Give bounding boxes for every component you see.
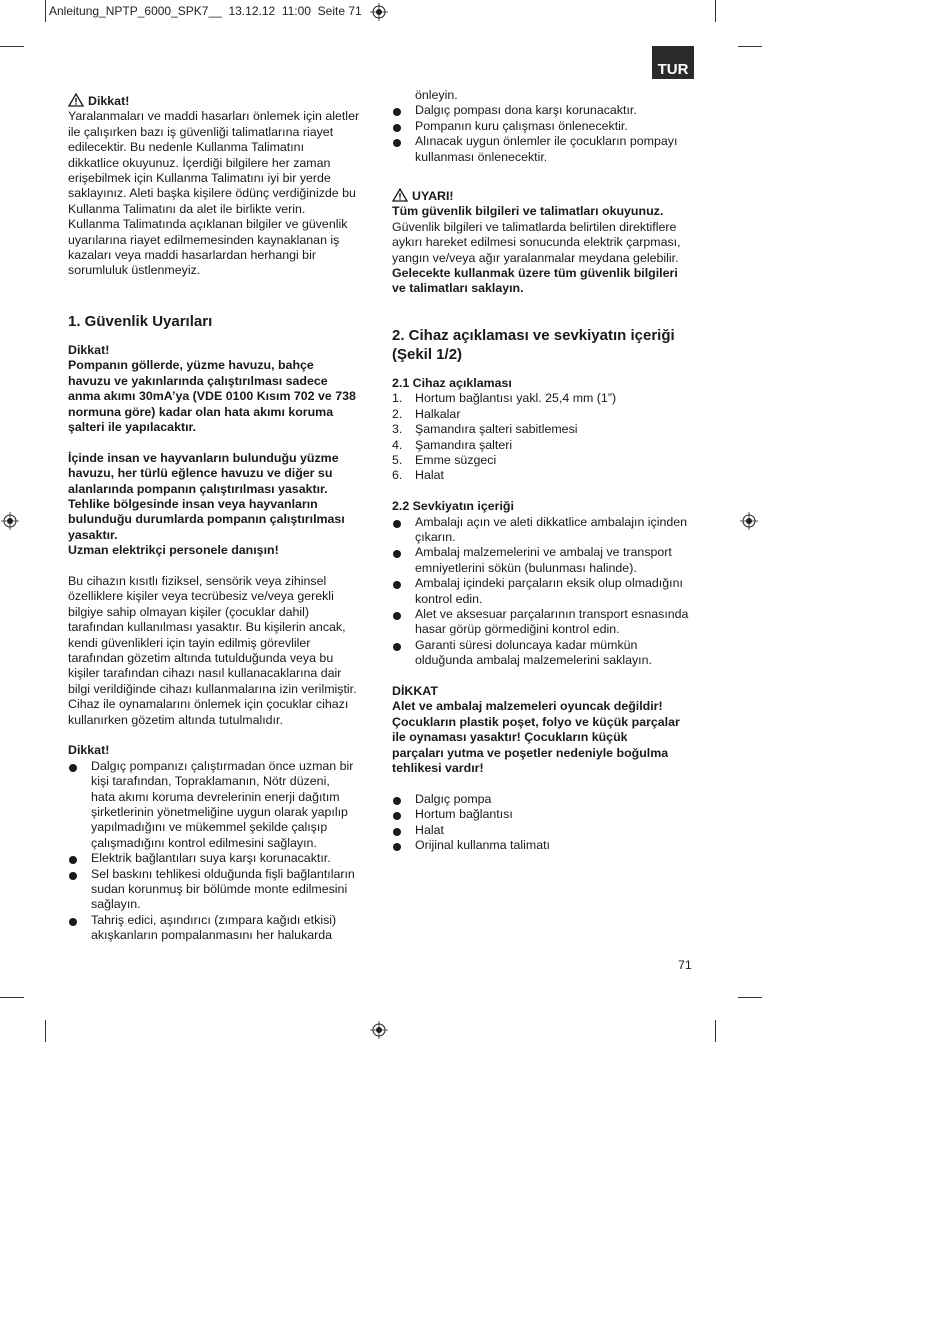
text-line: Alet ve aksesuar parçalarının transport esnasında: [415, 606, 689, 621]
persons-paragraph: [68, 574, 373, 728]
text-line: alanlarında pompanın çalıştırılması yasaktır.: [68, 481, 328, 496]
dikkat-heading: Dikkat!: [68, 743, 110, 758]
part-item: [392, 438, 702, 453]
part-item: [392, 407, 702, 422]
bullet-item: [392, 807, 702, 822]
section-heading-safety: 1. Güvenlik Uyarıları: [68, 312, 213, 330]
subsection-heading-delivery: 2.2 Sevkiyatın içeriği: [392, 499, 514, 514]
text-line: anma akımı 30mA’ya (VDE 0100 Kısım 702 ve 738: [68, 389, 356, 404]
text-line: yasaktır.: [68, 527, 118, 542]
warning-triangle-icon: [392, 188, 408, 202]
text-line: yapılmadığını ve mükemmel şekilde çalışıp: [91, 820, 328, 835]
part-label: Hortum bağlantısı yakl. 25,4 mm (1”): [415, 391, 617, 406]
text-line: Kullanma Talimatında açıklanan bilgiler ve güvenlik: [68, 217, 348, 232]
subsection-heading-device-description: 2.1 Cihaz açıklaması: [392, 375, 512, 390]
bullet-list: [392, 103, 702, 165]
text-line: İçinde insan ve hayvanların bulunduğu yüzme: [68, 450, 339, 465]
delivery-contents-list: [392, 792, 702, 854]
bullet-item: [392, 638, 702, 669]
part-label: Halat: [415, 468, 444, 483]
part-number: 2.: [392, 406, 403, 421]
text-line: normuna göre) kadar olan hata akımı koruma: [68, 404, 334, 419]
text-line: Çocukların plastik poşet, folyo ve küçük parçalar: [392, 714, 680, 729]
registration-mark-icon: [370, 3, 388, 21]
text-line: kullanması önlenecektir.: [415, 149, 548, 164]
crop-mark: [738, 997, 762, 998]
text-line: Tehlike bölgesinde insan veya hayvanların: [68, 496, 318, 511]
crop-mark: [45, 1020, 46, 1042]
registration-mark-icon: [370, 1021, 388, 1039]
part-label: Emme süzgeci: [415, 452, 497, 467]
text-line: uyarılarına riayet edilmemesinden kaynaklanan iş: [68, 232, 340, 247]
bullet-item: [392, 838, 702, 853]
part-number: 5.: [392, 452, 403, 467]
part-item: [392, 468, 702, 483]
text-line: olduğunda ambalaj malzemelerini saklayın.: [415, 653, 652, 668]
text-line: Kullanma Talimatını da alet ile birlikte verin.: [68, 201, 306, 216]
text-line: bilgi verildiğinde cihazı kullanmalarına izin verilmiştir.: [68, 681, 357, 696]
part-number: 3.: [392, 422, 403, 437]
registration-mark-icon: [740, 512, 758, 530]
bold-warning-paragraph: [68, 451, 373, 559]
bullet-item: [68, 851, 373, 866]
text-line: dikkatlice okuyunuz. İçerdiği bilgilere her zaman: [68, 155, 331, 170]
text-line: çıkarın.: [415, 529, 456, 544]
text-line: havuzu, her türlü eğlence havuzu ve diğer su: [68, 466, 333, 481]
text-line: ile oynaması yasaktır! Çocukların küçük: [392, 730, 628, 745]
text-line: Pompanın göllerde, yüzme havuzu, bahçe: [68, 358, 314, 373]
text-line: Yaralanmaları ve maddi hasarları önlemek için aletler: [68, 109, 360, 124]
crop-mark: [715, 0, 716, 22]
text-line: Elektrik bağlantıları suya karşı korunacaktır.: [91, 851, 331, 866]
text-line: bulunduğu durumlarda pompanın çalıştırılması: [68, 512, 345, 527]
text-line: çalışmadığını kontrol edilmesini sağlayın.: [91, 835, 317, 850]
bullet-item: [68, 759, 373, 851]
bullet-item: [392, 103, 702, 118]
text-line: yangın ve/veya ağır yaralanmalar meydana gelebilir.: [392, 250, 679, 265]
text-line: şirketlerinin yönetmeliğine uygun olarak yapılıp: [91, 805, 348, 820]
text-line: havuzu ve yakınlarında çalıştırılması sadece: [68, 373, 328, 388]
text-line: parçaları yutma ve poşetler nedeniyle boğulma: [392, 745, 669, 760]
text-line: kullanırken gözetim altında tutulmalıdır.: [68, 712, 283, 727]
text-line: erişebilmek için Kullanma Talimatını iyi bir yerde: [68, 171, 331, 186]
right-column: [392, 88, 702, 853]
bullet-list: [68, 759, 373, 944]
text-line: emniyetlerini sökün (bulunması halinde).: [415, 560, 637, 575]
text-line: bilgiye sahip olmayan kişiler (çocuklar dahil): [68, 604, 310, 619]
text-line: (Şekil 1/2): [392, 345, 463, 363]
text-line: şalteri ile yapılacaktır.: [68, 419, 197, 434]
part-item: [392, 422, 702, 437]
parts-list: [392, 391, 702, 483]
crop-mark: [738, 46, 762, 47]
text-line: tarafından kullanılması yasaktır. Bu kişilerin ancak,: [68, 620, 346, 635]
dikkat-heading: Dikkat!: [68, 93, 373, 109]
bullet-item: [392, 792, 702, 807]
text-line: sorumluluk üstlenmeyiz.: [68, 263, 201, 278]
bullet-list: [392, 515, 702, 669]
warning-triangle-icon: [68, 93, 84, 107]
text-line: kontrol edin.: [415, 591, 483, 606]
bullet-item: [392, 576, 702, 607]
text-line: Alınacak uygun önlemler ile çocukların pompayı: [415, 134, 678, 149]
part-label: Şamandıra şalteri: [415, 437, 513, 452]
crop-mark: [715, 1020, 716, 1042]
dikkat-caps-heading: DİKKAT: [392, 683, 438, 698]
text-line: Uzman elektrikçi personele danışın!: [68, 543, 279, 558]
warning-heading: UYARI!: [392, 188, 702, 204]
text-line: edilecektir. Bu nedenle Kullanma Talimatını: [68, 140, 305, 155]
bold-warning-paragraph: [392, 699, 702, 776]
warning-outro: [392, 266, 702, 297]
text-line: Ambalaj içindeki parçaların eksik olup olmadığını: [415, 576, 683, 591]
text-line: Bu cihazın kısıtlı fiziksel, sensörik veya zihinsel: [68, 573, 327, 588]
print-file-header: Anleitung_NPTP_6000_SPK7__ 13.12.12 11:00 Seite 71: [49, 4, 362, 18]
text-line: Dalgıç pompası dona karşı korunacaktır.: [415, 103, 637, 118]
crop-mark: [0, 997, 24, 998]
text-line: kişiler tarafından cihazı nasıl kullanacaklarına dair: [68, 666, 342, 681]
section-heading-device: [392, 326, 702, 364]
crop-mark: [45, 0, 46, 22]
text-line: kişi tarafından, Topraklamanın, Nötr düzeni,: [91, 774, 330, 789]
text-line: Garanti süresi doluncaya kadar mümkün: [415, 637, 638, 652]
part-number: 4.: [392, 437, 403, 452]
part-number: 6.: [392, 468, 403, 483]
bullet-item: [392, 119, 702, 134]
part-item: [392, 453, 702, 468]
text-line: Güvenlik bilgileri ve talimatlarda belirtilen direktiflere: [392, 219, 677, 234]
text-line: tehlikesi vardır!: [392, 761, 484, 775]
bullet-item: [68, 913, 373, 944]
text-line: sudan korunmuş bir bölümde monte edilmesini: [91, 882, 348, 897]
text-line: hasar görüp görmediğini kontrol edin.: [415, 622, 620, 637]
part-label: Halkalar: [415, 406, 461, 421]
left-column: [68, 93, 373, 944]
continuation-line: önleyin.: [415, 88, 458, 102]
dikkat-heading: Dikkat!: [68, 342, 110, 357]
text-line: ile çalışırken bazı iş güvenliği talimatlarına riayet: [68, 124, 334, 139]
text-line: Orijinal kullanma talimatı: [415, 838, 550, 853]
text-line: tarafından gözetim altında tutulduğunda veya bu: [68, 650, 334, 665]
bullet-item: [392, 515, 702, 546]
text-line: Alet ve ambalaj malzemeleri oyuncak değildir!: [392, 699, 663, 714]
text-line: Dalgıç pompanızı çalıştırmadan önce uzman bir: [91, 758, 354, 773]
text-line: Sel baskını tehlikesi olduğunda fişli bağlantıların: [91, 866, 355, 881]
bullet-item: [392, 607, 702, 638]
language-badge: TUR: [652, 46, 694, 79]
bullet-item: [392, 134, 702, 165]
text-line: Hortum bağlantısı: [415, 807, 513, 822]
text-line: saklayınız. Aleti başka kişilere ödünç verdiğinizde bu: [68, 186, 356, 201]
crop-mark: [0, 46, 24, 47]
bold-warning-paragraph: [68, 358, 373, 435]
text-line: Pompanın kuru çalışması önlenecektir.: [415, 118, 628, 133]
warning-paragraph: [392, 220, 702, 266]
text-line: 2. Cihaz açıklaması ve sevkiyatın içeriği: [392, 326, 675, 344]
warning-intro: Tüm güvenlik bilgileri ve talimatları okuyunuz.: [392, 204, 664, 219]
bullet-item: [68, 867, 373, 913]
text-line: ve talimatları saklayın.: [392, 281, 524, 296]
registration-mark-icon: [1, 512, 19, 530]
bullet-item: [392, 823, 702, 838]
text-line: özelliklere kişiler veya tecrübesiz ve/veya gerekli: [68, 589, 334, 604]
text-line: Ambalaj malzemelerini ve ambalaj ve transport: [415, 545, 672, 560]
text-line: kendi güvenlikleri için tayin edilmiş görevliler: [68, 635, 311, 650]
bullet-item: [392, 545, 702, 576]
text-line: Dalgıç pompa: [415, 791, 492, 806]
page-number: 71: [678, 958, 692, 972]
text-line: Tahriş edici, aşındırıcı (zımpara kağıdı etkisi): [91, 912, 337, 927]
text-line: hata akımı koruma devrelerinin enerji dağıtım: [91, 789, 340, 804]
text-line: sağlayın.: [91, 897, 141, 912]
part-number: 1.: [392, 391, 403, 406]
text-line: Cihaz ile oynamalarını önlemek için çocuklar cihazı: [68, 697, 349, 712]
text-line: aykırı hareket edilmesi sonucunda elektrik çarpması,: [392, 235, 681, 250]
part-item: [392, 391, 702, 406]
text-line: Gelecekte kullanmak üzere tüm güvenlik bilgileri: [392, 266, 678, 281]
text-line: Halat: [415, 822, 444, 837]
text-line: akışkanların pompalanmasını her halukarda: [91, 928, 333, 943]
intro-paragraph: [68, 109, 373, 278]
text-line: kazaları veya maddi hasarlardan herhangi bir: [68, 248, 316, 263]
text-line: Ambalajı açın ve aleti dikkatlice ambalajın içinden: [415, 514, 688, 529]
part-label: Şamandıra şalteri sabitlemesi: [415, 422, 578, 437]
